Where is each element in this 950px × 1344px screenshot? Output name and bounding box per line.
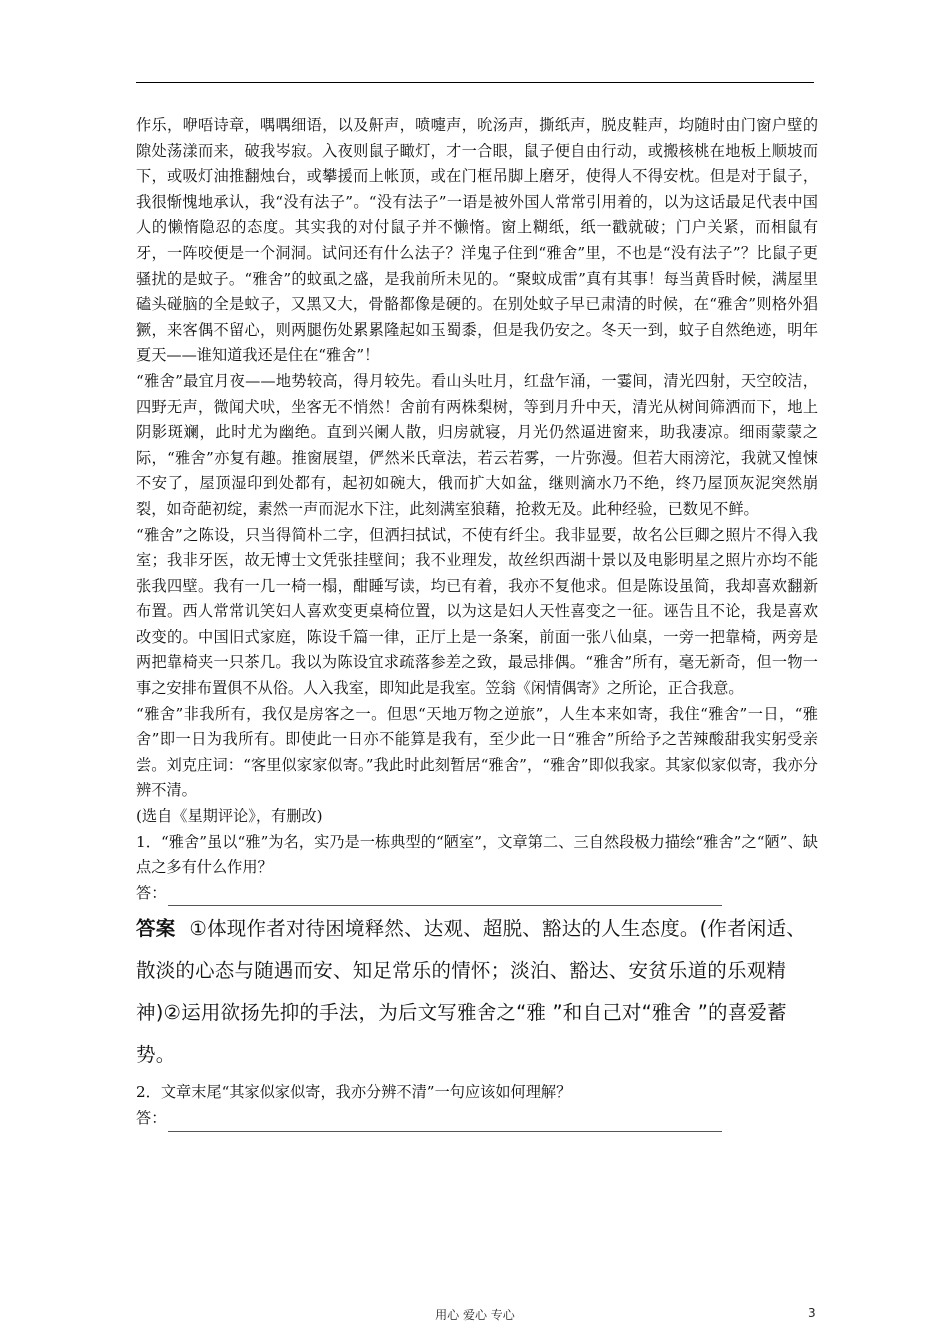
source-note: (选自《星期评论》，有删改) <box>136 807 323 826</box>
answer-prefix: 答： <box>136 1109 167 1127</box>
answer-block <box>136 908 818 1076</box>
answer-label: 答案 <box>136 917 176 941</box>
question-1: 1．“雅舍”虽以“雅”为名，实乃是一栋典型的“陋室”，文章第二、三自然段极力描绘“雅舍”之“陋”、缺点之多有什么作用？ <box>136 832 818 877</box>
answer-prefix: 答： <box>136 883 167 902</box>
answer-blank <box>168 891 722 906</box>
footer-slogan: 用心 爱心 专心 <box>435 1308 515 1322</box>
answer-blank <box>168 1117 722 1132</box>
paragraph: “雅舍”非我所有，我仅是房客之一。但思“天地万物之逆旅”，人生本来如寄，我住“雅舍”一日，“雅舍”即一日为我所有。即使此一日亦不能算是我有，至少此一日“雅舍”所给予之苦辣酸甜我实躬受亲尝。刘克庄词：“客里似家家似寄。”我此时此刻暂居“雅舍”，“雅舍”即似我家。其家似家似寄，我亦分辨不清。 <box>136 704 818 800</box>
document-body <box>136 113 818 1132</box>
answer-text: ①体现作者对待困境释然、达观、超脱、豁达的人生态度。(作者闲适、散淡的心态与随遇而安、知足常乐的情怀；淡泊、豁达、安贫乐道的乐观精神)②运用欲扬先抑的手法，为后文写雅舍之“雅 ”和自己对“雅舍 ”的喜爱蓄势。 <box>136 917 806 1067</box>
paragraph: “雅舍”最宜月夜——地势较高，得月较先。看山头吐月，红盘乍涌，一霎间，清光四射，天空皎洁，四野无声，微闻犬吠，坐客无不悄然！舍前有两株梨树，等到月升中天，清光从树间筛洒而下，地上阴影斑斓，此时尤为幽绝。直到兴阑人散，归房就寝，月光仍然逼进窗来，助我凄凉。细雨蒙蒙之际，“雅舍”亦复有趣。推窗展望，俨然米氏章法，若云若雾，一片弥漫。但若大雨滂沱，我就又惶悚不安了，屋顶湿印到处都有，起初如碗大，俄而扩大如盆，继则滴水乃不绝，终乃屋顶灰泥突然崩裂，如奇葩初绽，素然一声而泥水下注，此刻满室狼藉，抢救无及。此种经验，已数见不鲜。 <box>136 371 818 518</box>
answer-line-1 <box>136 881 818 907</box>
paragraph: “雅舍”之陈设，只当得简朴二字，但洒扫拭试，不使有纤尘。我非显要，故名公巨卿之照片不得入我室；我非牙医，故无博士文凭张挂壁间；我不业理发，故丝织西湖十景以及电影明星之照片亦均不能张我四壁。我有一几一椅一榻，酣睡写读，均已有着，我亦不复他求。但是陈设虽简，我却喜欢翻新布置。西人常常讥笑妇人喜欢变更桌椅位置，以为这是妇人天性喜变之一征。诬告且不论，我是喜欢改变的。中国旧式家庭，陈设千篇一律，正厅上是一条案，前面一张八仙桌，一旁一把靠椅，两旁是两把靠椅夹一只茶几。我以为陈设宜求疏落参差之致，最忌排偶。“雅舍”所有，毫无新奇，但一物一事之安排布置俱不从俗。人入我室，即知此是我室。笠翁《闲情偶寄》之所论，正合我意。 <box>136 525 818 698</box>
paragraph: 作乐，咿唔诗章，喁喁细语，以及鼾声，喷嚏声，吮汤声，撕纸声，脱皮鞋声，均随时由门窗户壁的隙处荡漾而来，破我岑寂。入夜则鼠子瞰灯，才一合眼，鼠子便自由行动，或搬核桃在地板上顺坡而下，或吸灯油推翻烛台，或攀援而上帐顶，或在门框吊脚上磨牙，使得人不得安枕。但是对于鼠子，我很惭愧地承认，我“没有法子”。“没有法子”一语是被外国人常常引用着的，以为这话最足代表中国人的懒惰隐忍的态度。其实我的对付鼠子并不懒惰。窗上糊纸，纸一戳就破；门户关紧，而相鼠有牙，一阵咬便是一个洞洞。试问还有什么法子？洋鬼子住到“雅舍”里，不也是“没有法子”？比鼠子更骚扰的是蚊子。“雅舍”的蚊虱之盛，是我前所未见的。“聚蚊成雷”真有其事！每当黄昏时候，满屋里磕头碰脑的全是蚊子，又黑又大，骨骼都像是硬的。在别处蚊子早已肃清的时候，在“雅舍”则格外猖獗，来客偶不留心，则两腿伤处累累隆起如玉蜀黍，但是我仍安之。冬天一到，蚊子自然绝迹，明年夏天——谁知道我还是住在“雅舍”！ <box>136 116 818 365</box>
answer-line-2 <box>136 1106 818 1132</box>
header-rule <box>136 82 814 83</box>
question-2: 2．文章末尾“其家似家似寄，我亦分辨不清”一句应该如何理解？ <box>136 1083 572 1102</box>
page-number: 3 <box>808 1306 816 1320</box>
